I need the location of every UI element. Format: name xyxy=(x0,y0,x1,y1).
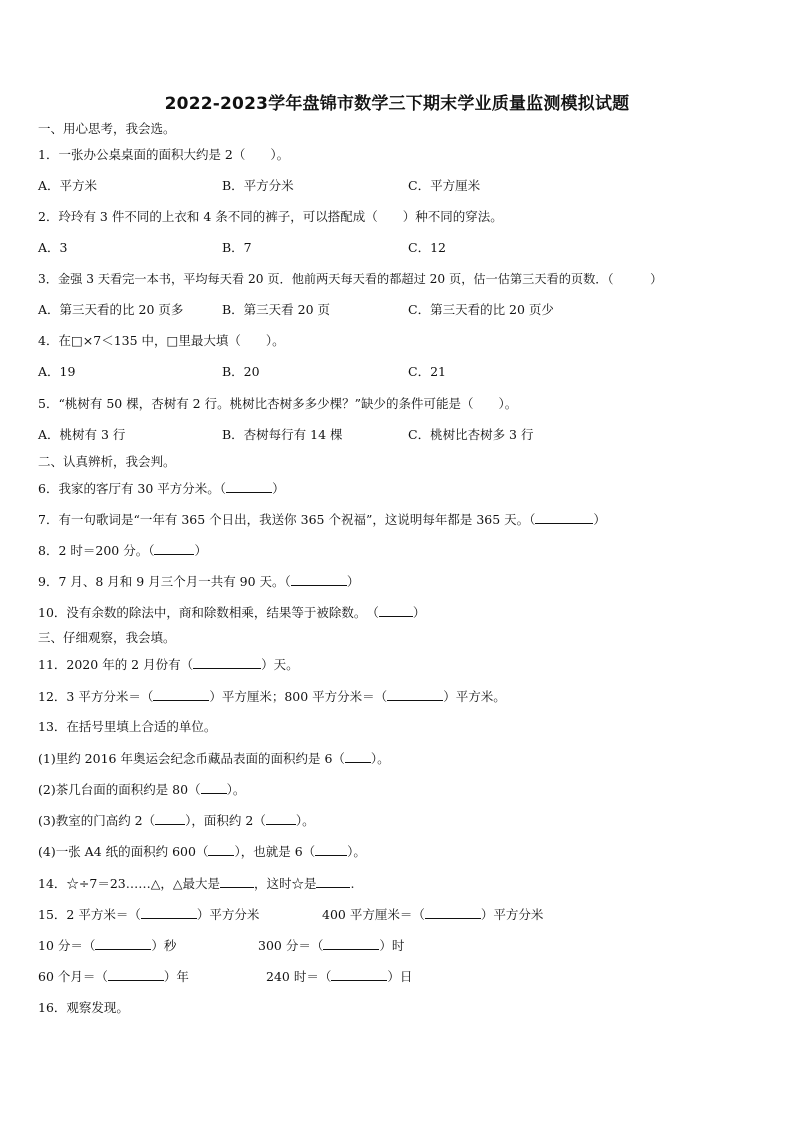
q11-text-end: ）天。 xyxy=(261,657,299,672)
q7-text-end: ） xyxy=(593,512,606,527)
q12-text-3: ）平方米。 xyxy=(443,689,506,704)
question-4: 4．在□×7＜135 中，□里最大填（ ）。 xyxy=(38,333,285,348)
q10-text: 10．没有余数的除法中，商和除数相乘，结果等于被除数。 （ xyxy=(38,605,379,620)
q13-3-text-mid: ），面积约 2（ xyxy=(185,813,266,828)
question-14 xyxy=(38,875,354,892)
q6-answer-blank[interactable] xyxy=(226,480,272,493)
q8-answer-blank[interactable] xyxy=(154,542,194,555)
q8-text-end: ） xyxy=(194,543,207,558)
question-8 xyxy=(38,542,207,559)
q13-2-text-end: ）。 xyxy=(226,782,246,797)
q2-option-c: C．12 xyxy=(408,240,446,255)
q13-1-text-end: ）。 xyxy=(370,751,390,766)
q15-e-text: 60 个月＝（ xyxy=(38,969,108,984)
q4-option-b: B．20 xyxy=(222,364,260,379)
q15-e-answer-blank[interactable] xyxy=(108,968,164,981)
q15-b-unit: ）平方分米 xyxy=(480,907,544,922)
q1-option-b: B．平方分米 xyxy=(222,178,294,193)
q5-option-a: A．桃树有 3 行 xyxy=(38,427,126,442)
section-heading-fill: 三、仔细观察，我会填。 xyxy=(38,630,176,645)
q13-1-answer-blank[interactable] xyxy=(345,750,371,763)
q2-option-b: B．7 xyxy=(222,240,252,255)
q6-text-end: ） xyxy=(272,481,285,496)
question-3: 3．金强 3 天看完一本书，平均每天看 20 页．他前两天每天看的都超过 20 页，估一估第三天看的页数．（ ） xyxy=(38,272,663,286)
q14-text-3: . xyxy=(350,876,355,891)
q13-4-answer-blank-2[interactable] xyxy=(315,843,347,856)
q15-f-answer-blank[interactable] xyxy=(331,968,387,981)
q13-3-text: (3)教室的门高约 2（ xyxy=(38,813,156,828)
question-15-row-3a xyxy=(38,968,189,985)
q13-1-text: (1)里约 2016 年奥运会纪念币藏品表面的面积约是 6（ xyxy=(38,751,345,766)
q14-text-2: ，这时☆是 xyxy=(253,876,317,891)
q13-4-text-mid: ），也就是 6（ xyxy=(234,844,316,859)
q11-text: 11．2020 年的 2 月份有（ xyxy=(38,657,194,672)
q14-answer-blank-1[interactable] xyxy=(220,875,254,888)
question-15-row-2b xyxy=(258,937,404,954)
q2-option-a: A．3 xyxy=(38,240,68,255)
q15-b-text: 400 平方厘米＝（ xyxy=(322,907,425,922)
q13-3-answer-blank-2[interactable] xyxy=(266,812,296,825)
q15-e-unit: ）年 xyxy=(163,969,189,984)
question-16: 16．观察发现。 xyxy=(38,1000,129,1015)
question-15-row-1b xyxy=(322,906,543,923)
q9-text-end: ） xyxy=(346,574,360,589)
question-1: 1．一张办公桌桌面的面积大约是 2（ ）。 xyxy=(38,147,290,162)
q12-answer-blank-2[interactable] xyxy=(387,688,443,701)
q13-3-text-end: ）。 xyxy=(295,813,315,828)
section-heading-choice: 一、用心思考，我会选。 xyxy=(38,121,176,136)
q5-option-b: B．杏树每行有 14 棵 xyxy=(222,427,343,442)
q3-option-a: A．第三天看的比 20 页多 xyxy=(38,302,184,317)
q13-4-text: (4)一张 A4 纸的面积约 600（ xyxy=(38,844,209,859)
question-10 xyxy=(38,604,425,621)
q15-d-text: 300 分＝（ xyxy=(258,938,324,953)
q6-text: 6．我家的客厅有 30 平方分米。（ xyxy=(38,481,227,496)
q15-d-answer-blank[interactable] xyxy=(323,937,379,950)
question-13-heading: 13．在括号里填上合适的单位。 xyxy=(38,719,217,734)
q15-a-unit: ）平方分米 xyxy=(196,907,260,922)
q1-option-c: C．平方厘米 xyxy=(408,178,481,193)
q10-answer-blank[interactable] xyxy=(379,604,413,617)
q15-a-answer-blank[interactable] xyxy=(141,906,197,919)
question-12 xyxy=(38,688,506,705)
q13-4-text-end: ）。 xyxy=(347,844,366,859)
q4-option-a: A．19 xyxy=(38,364,76,379)
q11-answer-blank[interactable] xyxy=(193,656,261,669)
question-13-1 xyxy=(38,750,390,767)
q15-f-text: 240 时＝（ xyxy=(266,969,332,984)
q14-answer-blank-2[interactable] xyxy=(316,875,350,888)
section-heading-judge: 二、认真辨析，我会判。 xyxy=(38,454,176,469)
q3-option-b: B．第三天看 20 页 xyxy=(222,302,331,317)
q7-answer-blank[interactable] xyxy=(535,511,593,524)
question-7 xyxy=(38,511,606,528)
question-2: 2．玲玲有 3 件不同的上衣和 4 条不同的裤子，可以搭配成（ ）种不同的穿法。 xyxy=(38,209,503,224)
question-9 xyxy=(38,573,359,590)
question-13-2 xyxy=(38,781,245,798)
question-5: 5．“桃树有 50 棵，杏树有 2 行。桃树比杏树多多少棵？”缺少的条件可能是（ ）。 xyxy=(38,396,518,411)
q15-a-text: 15．2 平方米＝（ xyxy=(38,907,141,922)
q7-text: 7．有一句歌词是“一年有 365 个日出，我送你 365 个祝福”，这说明每年都是 365 天。（ xyxy=(38,512,536,527)
q14-text-1: 14．☆÷7＝23……△，△最大是 xyxy=(38,876,220,891)
question-13-3 xyxy=(38,812,315,829)
page-title: 2022-2023学年盘锦市数学三下期末学业质量监测模拟试题 xyxy=(164,94,630,114)
q10-text-end: ） xyxy=(412,605,426,620)
q13-3-answer-blank-1[interactable] xyxy=(155,812,185,825)
q8-text: 8．2 时＝200 分。（ xyxy=(38,543,155,558)
q4-option-c: C．21 xyxy=(408,364,446,379)
question-11 xyxy=(38,656,299,673)
q15-c-answer-blank[interactable] xyxy=(95,937,151,950)
question-6 xyxy=(38,480,285,497)
q3-option-c: C．第三天看的比 20 页少 xyxy=(408,302,554,317)
q13-2-text: (2)茶几台面的面积约是 80（ xyxy=(38,782,201,797)
q15-f-unit: ）日 xyxy=(387,969,413,984)
q5-option-c: C．桃树比杏树多 3 行 xyxy=(408,427,534,442)
q15-c-text: 10 分＝（ xyxy=(38,938,96,953)
q15-b-answer-blank[interactable] xyxy=(425,906,481,919)
q13-2-answer-blank[interactable] xyxy=(201,781,227,794)
q12-text-2: ）平方厘米；800 平方分米＝（ xyxy=(209,689,388,704)
q9-answer-blank[interactable] xyxy=(291,573,347,586)
q15-d-unit: ）时 xyxy=(379,938,405,953)
q12-text-1: 12．3 平方分米＝（ xyxy=(38,689,154,704)
q1-option-a: A．平方米 xyxy=(38,178,98,193)
q15-c-unit: ）秒 xyxy=(151,938,177,953)
question-15-row-1a xyxy=(38,906,259,923)
q12-answer-blank-1[interactable] xyxy=(153,688,209,701)
q13-4-answer-blank-1[interactable] xyxy=(208,843,234,856)
q9-text: 9．7 月、8 月和 9 月三个月一共有 90 天。（ xyxy=(38,574,291,589)
question-13-4 xyxy=(38,843,366,860)
question-15-row-2a xyxy=(38,937,176,954)
question-15-row-3b xyxy=(266,968,412,985)
